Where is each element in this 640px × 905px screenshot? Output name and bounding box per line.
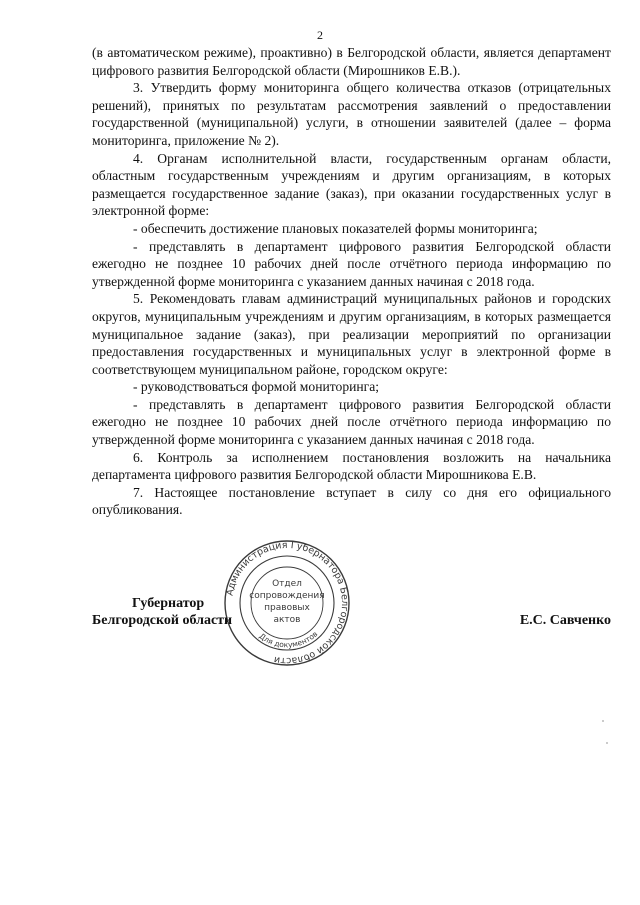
signature-block xyxy=(92,595,611,635)
stamp-inner-line-1: Отдел xyxy=(272,579,302,589)
paragraph-item-5-bullet-1: - руководствоваться формой мониторинга; xyxy=(133,379,380,395)
document-body xyxy=(92,44,611,519)
stamp-inner-line-4: актов xyxy=(273,615,301,625)
signatory-title-line-1: Губернатор xyxy=(132,596,205,611)
stamp-inner-line-2: сопровождения xyxy=(249,591,325,601)
paragraph-item-4-bullet-1: - обеспечить достижение плановых показателей формы мониторинга; xyxy=(133,220,538,236)
stamp-inner-line-3: правовых xyxy=(264,603,310,613)
paragraph-item-5-bullet-2: - представлять в департамент цифрового развития Белгородской области ежегодно не позднее 10 рабочих дней после отчётного периода информацию по утвержденной форме мониторинга с указанием данных начиная с 2018 года. xyxy=(92,396,611,448)
paragraph-item-6: 6. Контроль за исполнением постановления возложить на начальника департамента цифрового развития Белгородской области Мирошникова Е.В. xyxy=(92,449,611,483)
stamp-ring-text: Администрация Губернатора Белгородской области xyxy=(224,539,351,667)
signatory-name: Е.С. Савченко xyxy=(519,613,611,628)
page-number: 2 xyxy=(317,28,323,42)
paragraph-item-4: 4. Органам исполнительной власти, государственным органам области, областным государственным учреждениям и другим организациям, в которых размещается государственное задание (заказ), при оказании государственных услуг в электронной форме: xyxy=(92,150,611,219)
paragraph-continuation: (в автоматическом режиме), проактивно) в Белгородской области, является департамент цифрового развития Белгородской области (Мирошников Е.В.). xyxy=(92,45,611,78)
paragraph-item-5: 5. Рекомендовать главам администраций муниципальных районов и городских округов, муниципальным учреждениям и другим организациям, в которых размещается муниципальное задание (заказ), при реализации мероприятий по организации предоставления государственных и муниципальных услуг в электронной форме в соответствующем муниципальном районе, городском округе: xyxy=(92,291,611,377)
paragraph-item-7: 7. Настоящее постановление вступает в силу со дня его официального опубликования. xyxy=(92,484,611,518)
signatory-title xyxy=(92,595,232,629)
paragraph-item-3: 3. Утвердить форму мониторинга общего количества отказов (отрицательных решений), принятых по результатам рассмотрения заявлений о предоставлении государственной (муниципальной) услуги, в отношении заявителей (далее – форма мониторинга, приложение № 2). xyxy=(92,80,611,148)
paragraph-item-4-bullet-2: - представлять в департамент цифрового развития Белгородской области ежегодно не позднее 10 рабочих дней после отчётного периода информацию по утвержденной форме мониторинга с указанием данных начиная с 2018 года. xyxy=(92,238,611,289)
scan-artifact xyxy=(602,720,604,722)
scan-artifact xyxy=(606,742,608,744)
signatory-title-line-2: Белгородской области xyxy=(92,613,233,628)
stamp-bottom-text: Для документов xyxy=(257,629,320,650)
